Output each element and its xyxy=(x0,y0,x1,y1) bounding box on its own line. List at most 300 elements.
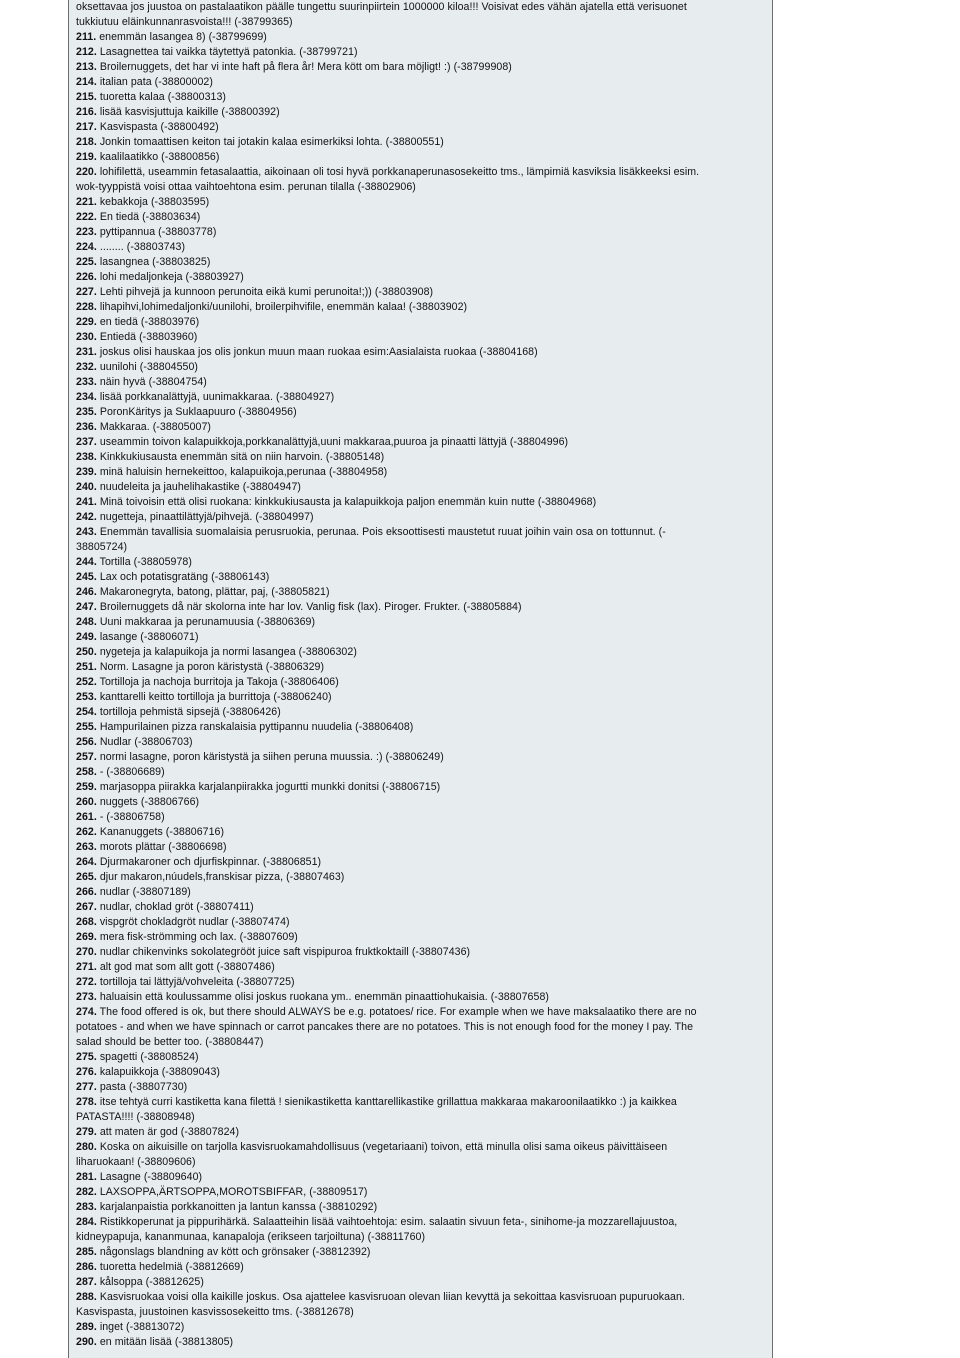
item-text: Ristikkoperunat ja pippurihärkä. Salaatteihin lisää vaihtoehtoja: esim. salaatin sivuun feta-, sinihome-ja mozzarellajuustoa, xyxy=(99,1216,678,1228)
list-item-line xyxy=(76,1245,766,1260)
item-number: 241. xyxy=(76,496,97,508)
list-item-line xyxy=(76,690,766,705)
list-item xyxy=(76,30,766,45)
list-item xyxy=(76,240,766,255)
list-item xyxy=(76,225,766,240)
list-item-line xyxy=(76,510,766,525)
item-number: 282. xyxy=(76,1186,97,1198)
list-item-line xyxy=(76,600,766,615)
item-text: tortilloja tai lättyjä/vohveleita (-38807725) xyxy=(99,976,295,988)
list-item-line xyxy=(76,195,766,210)
list-item-line xyxy=(76,555,766,570)
list-item-line xyxy=(76,885,766,900)
list-item-line xyxy=(76,225,766,240)
item-number: 217. xyxy=(76,121,97,133)
list-item-line xyxy=(76,645,766,660)
list-item-line xyxy=(76,585,766,600)
item-text: minä haluisin hernekeittoo, kalapuikoja,perunaa (-38804958) xyxy=(99,466,388,478)
item-text: Kasvisruokaa voisi olla kaikille joskus. Osa ajattelee kasvisruoan olevan liian kevyttä ja sekoittaa kasvisruoan pupuruokaan. xyxy=(99,1291,685,1303)
list-item-line xyxy=(76,735,766,750)
item-number: 223. xyxy=(76,226,97,238)
list-item xyxy=(76,1290,766,1320)
item-text: lisää kasvisjuttuja kaikille (-38800392) xyxy=(99,106,280,118)
list-item-line xyxy=(76,975,766,990)
item-number: 234. xyxy=(76,391,97,403)
item-text: nudlar chikenvinks sokolategrööt juice saft vispipuroa fruktkoktaill (-38807436) xyxy=(99,946,471,958)
item-text: useammin toivon kalapuikkoja,porkkanalättyjä,uuni makkaraa,puuroa ja pinaatti lättyjä (-38804996) xyxy=(99,436,569,448)
list-item-line xyxy=(76,630,766,645)
list-item xyxy=(76,270,766,285)
item-number: 231. xyxy=(76,346,97,358)
item-text: tuoretta hedelmiä (-38812669) xyxy=(99,1261,244,1273)
list-item-line xyxy=(76,375,766,390)
item-text: - (-38806689) xyxy=(99,766,165,778)
item-text: Kasvispasta (-38800492) xyxy=(99,121,219,133)
item-number: 211. xyxy=(76,31,97,43)
list-item xyxy=(76,1200,766,1215)
item-number: 274. xyxy=(76,1006,97,1018)
list-item-line xyxy=(76,90,766,105)
list-item-line xyxy=(76,1020,766,1035)
item-text: spagetti (-38808524) xyxy=(99,1051,199,1063)
list-item-line xyxy=(76,1170,766,1185)
list-item-line xyxy=(76,1140,766,1155)
item-text: Jonkin tomaattisen keiton tai jotakin kalaa esimerkiksi lohta. (-38800551) xyxy=(99,136,444,148)
list-item xyxy=(76,1080,766,1095)
list-item-line xyxy=(76,330,766,345)
item-number: 271. xyxy=(76,961,97,973)
list-item-line xyxy=(76,1095,766,1110)
item-text: Hampurilainen pizza ranskalaisia pyttipannu nuudelia (-38806408) xyxy=(99,721,414,733)
list-item-line xyxy=(76,150,766,165)
item-text: Norm. Lasagne ja poron käristystä (-38806329) xyxy=(99,661,325,673)
list-item xyxy=(76,435,766,450)
item-number: 235. xyxy=(76,406,97,418)
item-number: 252. xyxy=(76,676,97,688)
item-number: 266. xyxy=(76,886,97,898)
item-text: lasange (-38806071) xyxy=(99,631,199,643)
list-item-line xyxy=(76,480,766,495)
list-item-line xyxy=(76,660,766,675)
list-item-line xyxy=(76,675,766,690)
list-item-line xyxy=(76,345,766,360)
list-item xyxy=(76,1050,766,1065)
item-number: 228. xyxy=(76,301,97,313)
item-text: Lehti pihvejä ja kunnoon perunoita eikä kumi perunoita!;)) (-38803908) xyxy=(99,286,434,298)
item-text: uunilohi (-38804550) xyxy=(99,361,199,373)
list-item xyxy=(76,1095,766,1125)
list-item-line xyxy=(76,930,766,945)
item-text: italian pata (-38800002) xyxy=(99,76,213,88)
list-item-line xyxy=(76,255,766,270)
list-item xyxy=(76,210,766,225)
item-number: 238. xyxy=(76,451,97,463)
list-item-line xyxy=(76,1215,766,1230)
item-text: Lasagnettea tai vaikka täytettyä patonkia. (-38799721) xyxy=(99,46,358,58)
list-item-line xyxy=(76,540,766,555)
list-item xyxy=(76,390,766,405)
item-number: 288. xyxy=(76,1291,97,1303)
list-item-line xyxy=(76,945,766,960)
item-number: 220. xyxy=(76,166,97,178)
list-item-line xyxy=(76,750,766,765)
item-number: 256. xyxy=(76,736,97,748)
list-item-line xyxy=(76,1155,766,1170)
list-item-line xyxy=(76,360,766,375)
item-number: 267. xyxy=(76,901,97,913)
item-number: 269. xyxy=(76,931,97,943)
list-item xyxy=(76,780,766,795)
item-text: Kasvispasta, juustoinen kasvissosekeitto tms. (-38812678) xyxy=(76,1306,354,1318)
item-number: 212. xyxy=(76,46,97,58)
item-number: 262. xyxy=(76,826,97,838)
list-item-line xyxy=(76,705,766,720)
list-item xyxy=(76,1260,766,1275)
item-text: Tortilloja ja nachoja burritoja ja Takoja (-38806406) xyxy=(99,676,339,688)
list-item xyxy=(76,525,766,555)
item-number: 243. xyxy=(76,526,97,538)
item-text: Broilernuggets, det har vi inte haft på flera år! Mera kött om bara möjligt! :) (-38799908) xyxy=(99,61,512,73)
list-item xyxy=(76,375,766,390)
list-item-line xyxy=(76,165,766,180)
item-number: 249. xyxy=(76,631,97,643)
list-item xyxy=(76,645,766,660)
item-text: salad should be better too. (-38808447) xyxy=(76,1036,264,1048)
item-text: näin hyvä (-38804754) xyxy=(99,376,207,388)
list-item-line xyxy=(76,210,766,225)
item-number: 264. xyxy=(76,856,97,868)
list-item xyxy=(76,1065,766,1080)
item-number: 260. xyxy=(76,796,97,808)
item-text: joskus olisi hauskaa jos olis jonkun muun maan ruokaa esim:Aasialaista ruokaa (-38804168) xyxy=(99,346,538,358)
item-number: 224. xyxy=(76,241,97,253)
item-number: 233. xyxy=(76,376,97,388)
item-number: 221. xyxy=(76,196,97,208)
item-number: 242. xyxy=(76,511,97,523)
list-item xyxy=(76,855,766,870)
list-item-line xyxy=(76,270,766,285)
list-item-line xyxy=(76,240,766,255)
list-item-line xyxy=(76,765,766,780)
item-text: - (-38806758) xyxy=(99,811,165,823)
item-number: 286. xyxy=(76,1261,97,1273)
item-text: kidneypapuja, kananmunaa, kanapaloja (erikseen tarjoiltuna) (-38811760) xyxy=(76,1231,426,1243)
list-item-line xyxy=(76,180,766,195)
intro-line: oksettavaa jos juustoa on pastalaatikon päälle tungettu suurinpiirtein 1000000 kiloa!!! Voisivat edes vähän ajatella että verisuonet xyxy=(76,1,687,13)
list-item xyxy=(76,1170,766,1185)
item-text: mera fisk-strömming och lax. (-38807609) xyxy=(99,931,298,943)
list-item-line xyxy=(76,1035,766,1050)
list-item xyxy=(76,585,766,600)
list-item xyxy=(76,420,766,435)
item-text: pasta (-38807730) xyxy=(99,1081,188,1093)
intro-line: tukkiutuu eläinkunnanrasvoista!!! (-38799365) xyxy=(76,16,293,28)
item-text: lohifilettä, useammin fetasalaattia, aikoinaan oli tosi hyvä porkkanaperunasosekeitto tms., lämpimiä kasviksia lisäkkeeksi esim. xyxy=(99,166,700,178)
list-item xyxy=(76,840,766,855)
list-item xyxy=(76,360,766,375)
item-number: 275. xyxy=(76,1051,97,1063)
list-item-line xyxy=(76,495,766,510)
list-item xyxy=(76,1215,766,1245)
list-item xyxy=(76,825,766,840)
list-item xyxy=(76,1005,766,1050)
list-item xyxy=(76,345,766,360)
item-text: att maten är god (-38807824) xyxy=(99,1126,240,1138)
list-item xyxy=(76,615,766,630)
list-item-line xyxy=(76,810,766,825)
item-text: Minä toivoisin että olisi ruokana: kinkkukiusausta ja kalapuikkoja paljon enemmän kuin nutte (-38804968) xyxy=(99,496,597,508)
list-item-line xyxy=(76,825,766,840)
list-item xyxy=(76,255,766,270)
item-text: Uuni makkaraa ja perunamuusia (-38806369) xyxy=(99,616,316,628)
item-number: 245. xyxy=(76,571,97,583)
list-item xyxy=(76,765,766,780)
item-number: 239. xyxy=(76,466,97,478)
item-text: Koska on aikuisille on tarjolla kasvisruokamahdollisuus (vegetariaani) toivon, että minulla olisi sama oikeus päivittäiseen xyxy=(99,1141,668,1153)
item-number: 227. xyxy=(76,286,97,298)
item-number: 272. xyxy=(76,976,97,988)
item-number: 237. xyxy=(76,436,97,448)
item-number: 254. xyxy=(76,706,97,718)
item-text: PATASTA!!!! (-38808948) xyxy=(76,1111,195,1123)
item-number: 281. xyxy=(76,1171,97,1183)
item-text: lohi medaljonkeja (-38803927) xyxy=(99,271,244,283)
response-list xyxy=(76,0,766,1350)
list-item xyxy=(76,120,766,135)
list-item xyxy=(76,285,766,300)
item-text: The food offered is ok, but there should ALWAYS be e.g. potatoes/ rice. For example when we have maksalaatiko there are no xyxy=(99,1006,697,1018)
item-text: tuoretta kalaa (-38800313) xyxy=(99,91,226,103)
item-text: morots plättar (-38806698) xyxy=(99,841,227,853)
list-item-line xyxy=(76,60,766,75)
item-number: 219. xyxy=(76,151,97,163)
item-number: 265. xyxy=(76,871,97,883)
item-text: LAXSOPPA,ÄRTSOPPA,MOROTSBIFFAR, (-38809517) xyxy=(99,1186,368,1198)
list-item-line xyxy=(76,570,766,585)
list-item-line xyxy=(76,285,766,300)
list-item xyxy=(76,45,766,60)
list-item xyxy=(76,450,766,465)
list-item xyxy=(76,150,766,165)
list-item xyxy=(76,795,766,810)
item-number: 213. xyxy=(76,61,97,73)
list-item-line xyxy=(76,1110,766,1125)
list-item-line xyxy=(76,780,766,795)
item-text: Enemmän tavallisia suomalaisia perusruokia, perunaa. Pois eksoottisesti maustetut ruuat joihin vain osa on tottunnut. (- xyxy=(99,526,666,538)
list-item xyxy=(76,405,766,420)
list-item-line xyxy=(76,315,766,330)
list-item-line xyxy=(76,1335,766,1350)
item-number: 279. xyxy=(76,1126,97,1138)
item-text: haluaisin että koulussamme olisi joskus ruokana ym.. enemmän pinaattiohukaisia. (-38807658) xyxy=(99,991,549,1003)
item-text: Makkaraa. (-38805007) xyxy=(99,421,211,433)
list-item xyxy=(76,330,766,345)
list-item-line xyxy=(76,405,766,420)
item-number: 230. xyxy=(76,331,97,343)
list-item xyxy=(76,660,766,675)
item-number: 278. xyxy=(76,1096,97,1108)
list-item xyxy=(76,1275,766,1290)
list-item-line xyxy=(76,1260,766,1275)
list-item-line xyxy=(76,990,766,1005)
item-text: kalapuikkoja (-38809043) xyxy=(99,1066,220,1078)
item-text: Nudlar (-38806703) xyxy=(99,736,193,748)
item-text: Kinkkukiusausta enemmän sitä on niin harvoin. (-38805148) xyxy=(99,451,385,463)
item-text: lihapihvi,lohimedaljonki/uunilohi, broilerpihvifile, enemmän kalaa! (-38803902) xyxy=(99,301,468,313)
item-number: 236. xyxy=(76,421,97,433)
item-number: 280. xyxy=(76,1141,97,1153)
item-number: 250. xyxy=(76,646,97,658)
list-item-line xyxy=(76,1050,766,1065)
list-item-line xyxy=(76,1275,766,1290)
list-item-line xyxy=(76,915,766,930)
list-item xyxy=(76,990,766,1005)
list-item xyxy=(76,300,766,315)
item-text: Entiedä (-38803960) xyxy=(99,331,198,343)
item-number: 255. xyxy=(76,721,97,733)
list-item xyxy=(76,750,766,765)
list-item xyxy=(76,495,766,510)
item-text: Lasagne (-38809640) xyxy=(99,1171,203,1183)
list-item-line xyxy=(76,435,766,450)
item-text: liharuokaan! (-38809606) xyxy=(76,1156,196,1168)
item-number: 289. xyxy=(76,1321,97,1333)
list-item-line xyxy=(76,1065,766,1080)
item-number: 270. xyxy=(76,946,97,958)
item-text: kålsoppa (-38812625) xyxy=(99,1276,204,1288)
item-text: potatoes - and when we have spinnach or carrot pancakes there are no potatoes. This is not enough food for the money I pay. The xyxy=(76,1021,694,1033)
list-item-line xyxy=(76,1080,766,1095)
item-number: 283. xyxy=(76,1201,97,1213)
item-text: Makaronegryta, batong, plättar, paj, (-38805821) xyxy=(99,586,330,598)
list-item xyxy=(76,1320,766,1335)
list-item xyxy=(76,810,766,825)
item-text: ........ (-38803743) xyxy=(99,241,186,253)
list-item-line xyxy=(76,450,766,465)
list-item xyxy=(76,930,766,945)
list-item xyxy=(76,870,766,885)
item-text: nudlar (-38807189) xyxy=(99,886,191,898)
item-text: Broilernuggets då när skolorna inte har lov. Vanlig fisk (lax). Piroger. Frukter. (-38805884) xyxy=(99,601,522,613)
list-item-line xyxy=(76,420,766,435)
list-item-line xyxy=(76,795,766,810)
item-number: 247. xyxy=(76,601,97,613)
item-text: vispgröt chokladgröt nudlar (-38807474) xyxy=(99,916,290,928)
list-item-line xyxy=(76,75,766,90)
list-item xyxy=(76,165,766,195)
item-text: Djurmakaroner och djurfiskpinnar. (-38806851) xyxy=(99,856,322,868)
list-item-line xyxy=(76,135,766,150)
item-number: 268. xyxy=(76,916,97,928)
item-number: 244. xyxy=(76,556,97,568)
list-item-line xyxy=(76,960,766,975)
item-number: 222. xyxy=(76,211,97,223)
list-item xyxy=(76,135,766,150)
list-item xyxy=(76,975,766,990)
item-text: 38805724) xyxy=(76,541,128,553)
list-item-line xyxy=(76,1005,766,1020)
item-number: 246. xyxy=(76,586,97,598)
item-text: Tortilla (-38805978) xyxy=(99,556,192,568)
item-text: en tiedä (-38803976) xyxy=(99,316,200,328)
item-text: en mitään lisää (-38813805) xyxy=(99,1336,234,1348)
list-item-line xyxy=(76,120,766,135)
list-item xyxy=(76,60,766,75)
item-number: 257. xyxy=(76,751,97,763)
item-number: 261. xyxy=(76,811,97,823)
list-item-line xyxy=(76,1320,766,1335)
list-item-line xyxy=(76,870,766,885)
list-item xyxy=(76,1185,766,1200)
list-item xyxy=(76,510,766,525)
item-number: 251. xyxy=(76,661,97,673)
item-number: 232. xyxy=(76,361,97,373)
item-text: lasangnea (-38803825) xyxy=(99,256,211,268)
list-item xyxy=(76,900,766,915)
list-item xyxy=(76,570,766,585)
list-item xyxy=(76,555,766,570)
item-number: 276. xyxy=(76,1066,97,1078)
list-item xyxy=(76,735,766,750)
item-number: 258. xyxy=(76,766,97,778)
item-text: kaalilaatikko (-38800856) xyxy=(99,151,220,163)
item-text: marjasoppa piirakka karjalanpiirakka jogurtti munkki donitsi (-38806715) xyxy=(99,781,441,793)
item-text: pyttipannua (-38803778) xyxy=(99,226,217,238)
list-item-line xyxy=(76,1305,766,1320)
item-number: 273. xyxy=(76,991,97,1003)
list-item xyxy=(76,1335,766,1350)
list-item-line xyxy=(76,30,766,45)
item-number: 290. xyxy=(76,1336,97,1348)
item-number: 259. xyxy=(76,781,97,793)
item-text: nudlar, choklad gröt (-38807411) xyxy=(99,901,254,913)
list-item xyxy=(76,885,766,900)
list-item-line xyxy=(76,105,766,120)
item-number: 284. xyxy=(76,1216,97,1228)
item-text: kebakkoja (-38803595) xyxy=(99,196,210,208)
list-item xyxy=(76,720,766,735)
list-item-line xyxy=(76,720,766,735)
item-number: 248. xyxy=(76,616,97,628)
item-text: itse tehtyä curri kastiketta kana filettä ! sienikastiketta kanttarellikastike grillattua makkaraa makaroonilaatikko :) ja kaikkea xyxy=(99,1096,677,1108)
list-item-line xyxy=(76,900,766,915)
list-item xyxy=(76,705,766,720)
list-item-line xyxy=(76,525,766,540)
list-item-line xyxy=(76,1200,766,1215)
list-item xyxy=(76,315,766,330)
list-item-line xyxy=(76,390,766,405)
list-item xyxy=(76,675,766,690)
item-text: kanttarelli keitto tortilloja ja burrittoja (-38806240) xyxy=(99,691,332,703)
list-item xyxy=(76,630,766,645)
list-item-line xyxy=(76,1230,766,1245)
item-text: någonslags blandning av kött och grönsaker (-38812392) xyxy=(99,1246,371,1258)
item-text: karjalanpaistia porkkanoitten ja lantun kanssa (-38810292) xyxy=(99,1201,378,1213)
list-item xyxy=(76,945,766,960)
item-number: 287. xyxy=(76,1276,97,1288)
item-text: enemmän lasangea 8) (-38799699) xyxy=(99,31,267,43)
item-text: nygeteja ja kalapuikoja ja normi lasangea (-38806302) xyxy=(99,646,357,658)
list-item xyxy=(76,600,766,615)
list-item xyxy=(76,915,766,930)
list-item xyxy=(76,1125,766,1140)
list-item xyxy=(76,690,766,705)
list-item-line xyxy=(76,840,766,855)
item-text: djur makaron,núudels,franskisar pizza, (-38807463) xyxy=(99,871,345,883)
item-number: 226. xyxy=(76,271,97,283)
item-number: 215. xyxy=(76,91,97,103)
item-number: 216. xyxy=(76,106,97,118)
